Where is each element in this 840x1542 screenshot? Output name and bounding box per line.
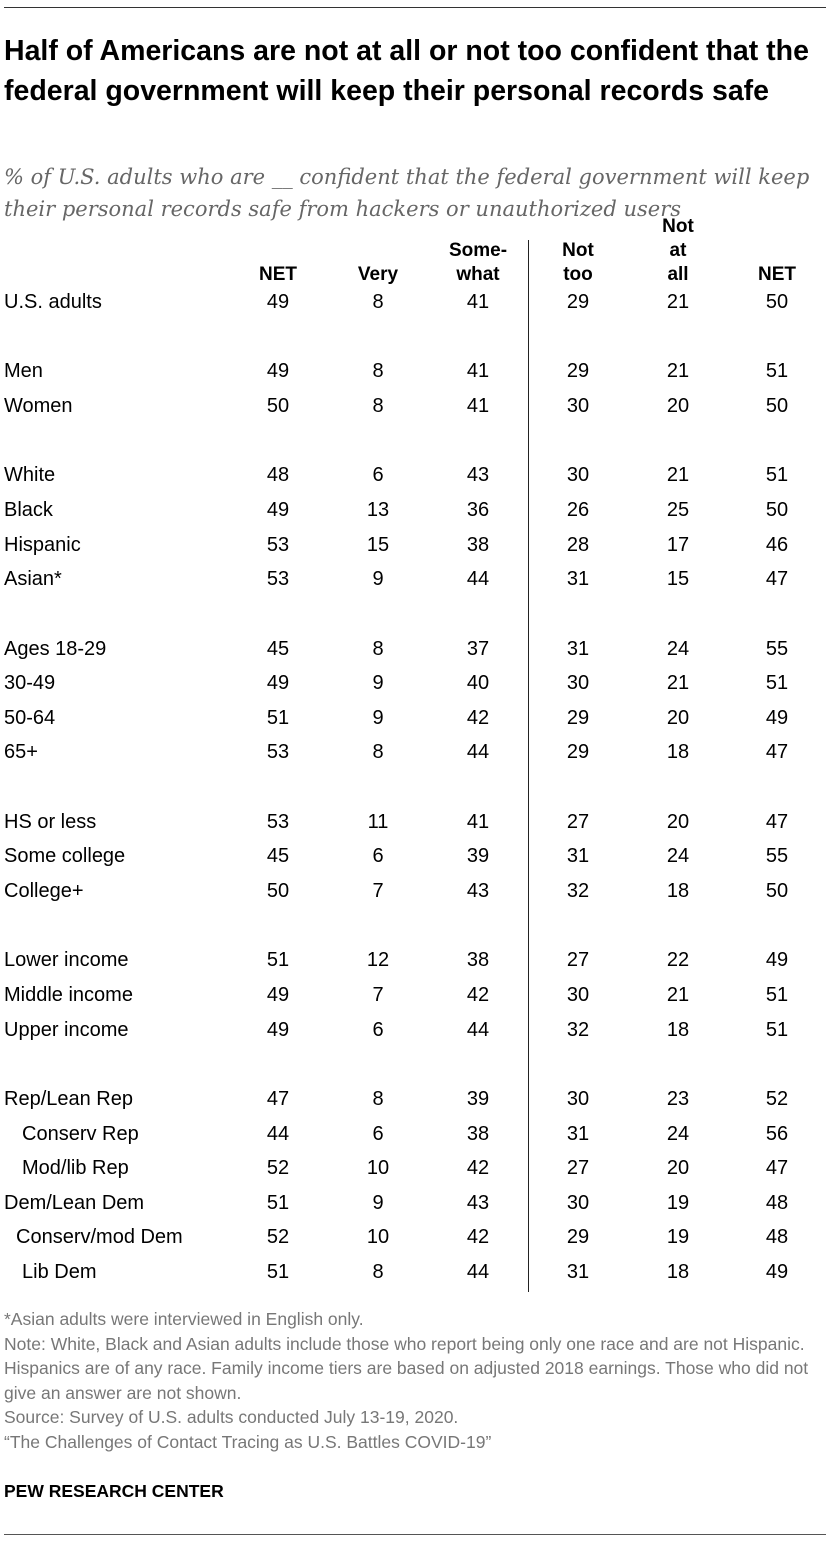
table-cell: 45 bbox=[266, 637, 290, 660]
table-cell: 51 bbox=[266, 1191, 290, 1214]
row-label: Middle income bbox=[4, 984, 133, 1006]
table-cell: 8 bbox=[372, 1088, 384, 1110]
table-cell: 42 bbox=[466, 1226, 490, 1249]
table-cell: 10 bbox=[366, 1157, 390, 1180]
table-cell: 36 bbox=[466, 499, 490, 521]
table-cell: 17 bbox=[666, 533, 690, 556]
table-cell: 8 bbox=[372, 637, 384, 660]
row-label: 50-64 bbox=[4, 706, 56, 729]
table-cell: 8 bbox=[372, 291, 384, 313]
row-label: Ages 18-29 bbox=[4, 637, 107, 660]
top-rule bbox=[4, 7, 826, 8]
table-cell: 53 bbox=[266, 741, 290, 764]
table-cell: 30 bbox=[566, 464, 590, 487]
table-cell: 9 bbox=[372, 672, 384, 695]
table-cell: 21 bbox=[666, 464, 690, 487]
table-cell: 49 bbox=[266, 672, 290, 695]
table-cell: 24 bbox=[666, 845, 690, 868]
table-cell: 12 bbox=[366, 949, 390, 972]
table-cell: 49 bbox=[266, 984, 290, 1006]
table-cell: 44 bbox=[266, 1122, 290, 1145]
table-cell: 31 bbox=[566, 568, 590, 591]
table-cell: 29 bbox=[566, 741, 590, 764]
table-cell: 49 bbox=[266, 1018, 290, 1041]
table-cell: 20 bbox=[666, 1157, 690, 1180]
table-cell: 48 bbox=[765, 1226, 789, 1249]
table-cell: 51 bbox=[765, 1018, 789, 1041]
table-cell: 18 bbox=[666, 1261, 690, 1283]
table-cell: 30 bbox=[566, 1191, 590, 1214]
table-cell: 53 bbox=[266, 810, 290, 833]
row-label: White bbox=[4, 464, 56, 487]
table-cell: 49 bbox=[765, 949, 789, 972]
table-cell: 52 bbox=[765, 1088, 789, 1110]
table-cell: 8 bbox=[372, 360, 384, 383]
table-cell: 20 bbox=[666, 810, 690, 833]
table-cell: 29 bbox=[566, 1226, 590, 1249]
chart-subtitle: % of U.S. adults who are __ confident that the federal government will keep their personal records safe from hackers or unauthorized users bbox=[4, 165, 810, 221]
table-cell: 43 bbox=[466, 1191, 490, 1214]
table-cell: 10 bbox=[366, 1226, 390, 1249]
table-cell: 18 bbox=[666, 880, 690, 902]
table-cell: 42 bbox=[466, 984, 490, 1006]
table-cell: 44 bbox=[466, 1018, 490, 1041]
table-cell: 41 bbox=[466, 291, 490, 313]
table-cell: 48 bbox=[765, 1191, 789, 1214]
table-cell: 38 bbox=[466, 533, 490, 556]
table-cell: 47 bbox=[266, 1088, 290, 1110]
table-cell: 51 bbox=[765, 672, 789, 695]
table-cell: 40 bbox=[466, 672, 490, 695]
table-cell: 42 bbox=[466, 1157, 490, 1180]
table-cell: 21 bbox=[666, 672, 690, 695]
table-cell: 9 bbox=[372, 706, 384, 729]
table-cell: 49 bbox=[765, 1261, 789, 1283]
table-cell: 20 bbox=[666, 706, 690, 729]
table-cell: 28 bbox=[566, 533, 590, 556]
row-label: 30-49 bbox=[4, 672, 56, 695]
bottom-rule bbox=[4, 1534, 826, 1535]
table-cell: 51 bbox=[765, 984, 789, 1006]
table-cell: 42 bbox=[466, 706, 490, 729]
table-cell: 50 bbox=[765, 395, 789, 417]
table-cell: 6 bbox=[372, 1122, 384, 1145]
row-label: Black bbox=[4, 499, 53, 521]
table-cell: 15 bbox=[366, 533, 390, 556]
row-label: HS or less bbox=[4, 810, 97, 833]
table-cell: 31 bbox=[566, 1261, 590, 1283]
brand-logo-text: PEW RESEARCH CENTER bbox=[4, 1481, 224, 1501]
column-divider bbox=[528, 240, 529, 1292]
table-cell: 19 bbox=[666, 1191, 690, 1214]
table-cell: 44 bbox=[466, 568, 490, 591]
table-cell: 31 bbox=[566, 845, 590, 868]
table-cell: 49 bbox=[266, 291, 290, 313]
table-cell: 21 bbox=[666, 291, 690, 313]
column-header: Not at all bbox=[662, 216, 694, 285]
table-cell: 18 bbox=[666, 1018, 690, 1041]
table-cell: 31 bbox=[566, 637, 590, 660]
table-cell: 9 bbox=[372, 1191, 384, 1214]
table-cell: 56 bbox=[765, 1122, 789, 1145]
table-cell: 44 bbox=[466, 1261, 490, 1283]
table-cell: 38 bbox=[466, 1122, 490, 1145]
table-cell: 30 bbox=[566, 672, 590, 695]
table-cell: 30 bbox=[566, 984, 590, 1006]
row-label: Lower income bbox=[4, 949, 129, 972]
table-cell: 27 bbox=[566, 810, 590, 833]
table-cell: 15 bbox=[666, 568, 690, 591]
table-cell: 30 bbox=[566, 395, 590, 417]
table-cell: 44 bbox=[466, 741, 490, 764]
row-label: Women bbox=[4, 395, 73, 417]
column-header: NET bbox=[758, 264, 796, 285]
table-cell: 52 bbox=[266, 1226, 290, 1249]
row-label: Rep/Lean Rep bbox=[4, 1088, 133, 1110]
row-label: Some college bbox=[4, 845, 126, 868]
table-cell: 53 bbox=[266, 568, 290, 591]
methodology-note: Note: White, Black and Asian adults include those who report being only one race and are not Hispanic. Hispanics are of any race. Family income tiers are based on adjusted 2018 earnings. Those who did not give an answer are not shown. bbox=[4, 1333, 809, 1403]
report-title-note: “The Challenges of Contact Tracing as U.S. Battles COVID-19” bbox=[4, 1431, 492, 1452]
table-cell: 11 bbox=[367, 810, 389, 833]
table-cell: 24 bbox=[666, 637, 690, 660]
row-label: U.S. adults bbox=[4, 291, 102, 313]
table-cell: 25 bbox=[666, 499, 690, 521]
table-cell: 29 bbox=[566, 291, 590, 313]
table-cell: 22 bbox=[666, 949, 690, 972]
table-cell: 6 bbox=[372, 464, 384, 487]
table-cell: 45 bbox=[266, 845, 290, 868]
table-cell: 9 bbox=[372, 568, 384, 591]
table-cell: 37 bbox=[466, 637, 490, 660]
table-cell: 50 bbox=[765, 291, 789, 313]
table-cell: 51 bbox=[765, 464, 789, 487]
column-header: Not too bbox=[562, 240, 594, 285]
row-label: Hispanic bbox=[4, 533, 81, 556]
table-cell: 8 bbox=[372, 395, 384, 417]
table-cell: 53 bbox=[266, 533, 290, 556]
row-label: Conserv/mod Dem bbox=[16, 1226, 183, 1249]
table-cell: 51 bbox=[765, 360, 789, 383]
table-cell: 26 bbox=[566, 499, 590, 521]
table-cell: 7 bbox=[372, 984, 384, 1006]
table-cell: 31 bbox=[566, 1122, 590, 1145]
row-label: College+ bbox=[4, 880, 84, 902]
table-cell: 27 bbox=[566, 949, 590, 972]
table-cell: 50 bbox=[765, 880, 789, 902]
table-cell: 30 bbox=[566, 1088, 590, 1110]
table-cell: 29 bbox=[566, 706, 590, 729]
table-cell: 27 bbox=[566, 1157, 590, 1180]
source-note: Source: Survey of U.S. adults conducted July 13-19, 2020. bbox=[4, 1407, 459, 1427]
row-label: Dem/Lean Dem bbox=[4, 1191, 145, 1214]
table-cell: 7 bbox=[372, 880, 384, 902]
table-cell: 8 bbox=[372, 1261, 384, 1283]
table-cell: 29 bbox=[566, 360, 590, 383]
row-label: 65+ bbox=[4, 741, 38, 764]
table-cell: 47 bbox=[765, 1157, 789, 1180]
table-cell: 51 bbox=[266, 949, 290, 972]
table-cell: 39 bbox=[466, 845, 490, 868]
footnote-asian: *Asian adults were interviewed in English only. bbox=[4, 1309, 364, 1329]
table-cell: 6 bbox=[372, 1018, 384, 1041]
table-cell: 41 bbox=[466, 810, 490, 833]
table-cell: 55 bbox=[765, 637, 789, 660]
column-header: Very bbox=[357, 264, 399, 285]
row-label: Upper income bbox=[4, 1018, 129, 1041]
table-cell: 55 bbox=[765, 845, 789, 868]
table-cell: 41 bbox=[466, 360, 490, 383]
table-cell: 49 bbox=[266, 499, 290, 521]
row-label: Conserv Rep bbox=[22, 1122, 139, 1145]
table-cell: 50 bbox=[266, 395, 290, 417]
table-cell: 21 bbox=[666, 984, 690, 1006]
table-cell: 24 bbox=[666, 1122, 690, 1145]
table-cell: 19 bbox=[666, 1226, 690, 1249]
table-cell: 41 bbox=[466, 395, 490, 417]
column-header: Some- what bbox=[448, 240, 508, 285]
table-cell: 47 bbox=[765, 568, 789, 591]
table-cell: 13 bbox=[366, 499, 390, 521]
table-cell: 47 bbox=[765, 741, 789, 764]
table-cell: 49 bbox=[266, 360, 290, 383]
table-cell: 23 bbox=[666, 1088, 690, 1110]
table-cell: 48 bbox=[266, 464, 290, 487]
table-cell: 43 bbox=[466, 464, 490, 487]
table-cell: 21 bbox=[666, 360, 690, 383]
table-cell: 51 bbox=[266, 1261, 290, 1283]
row-label: Men bbox=[4, 360, 43, 383]
table-cell: 32 bbox=[566, 880, 590, 902]
table-cell: 51 bbox=[266, 706, 290, 729]
chart-title: Half of Americans are not at all or not too confident that the federal government will keep their personal records safe bbox=[4, 35, 809, 107]
table-cell: 52 bbox=[266, 1157, 290, 1180]
row-label: Mod/lib Rep bbox=[22, 1157, 129, 1180]
table-cell: 39 bbox=[466, 1088, 490, 1110]
table-cell: 6 bbox=[372, 845, 384, 868]
table-cell: 50 bbox=[765, 499, 789, 521]
table-cell: 32 bbox=[566, 1018, 590, 1041]
column-header: NET bbox=[259, 264, 297, 285]
row-label: Lib Dem bbox=[22, 1261, 97, 1283]
table-cell: 38 bbox=[466, 949, 490, 972]
table-cell: 49 bbox=[765, 706, 789, 729]
notes-section bbox=[4, 1307, 824, 1454]
table-cell: 18 bbox=[666, 741, 690, 764]
table-cell: 8 bbox=[372, 741, 384, 764]
table-cell: 47 bbox=[765, 810, 789, 833]
row-label: Asian* bbox=[4, 568, 62, 591]
table-cell: 43 bbox=[466, 880, 490, 902]
table-cell: 20 bbox=[666, 395, 690, 417]
table-cell: 50 bbox=[266, 880, 290, 902]
table-cell: 46 bbox=[765, 533, 789, 556]
